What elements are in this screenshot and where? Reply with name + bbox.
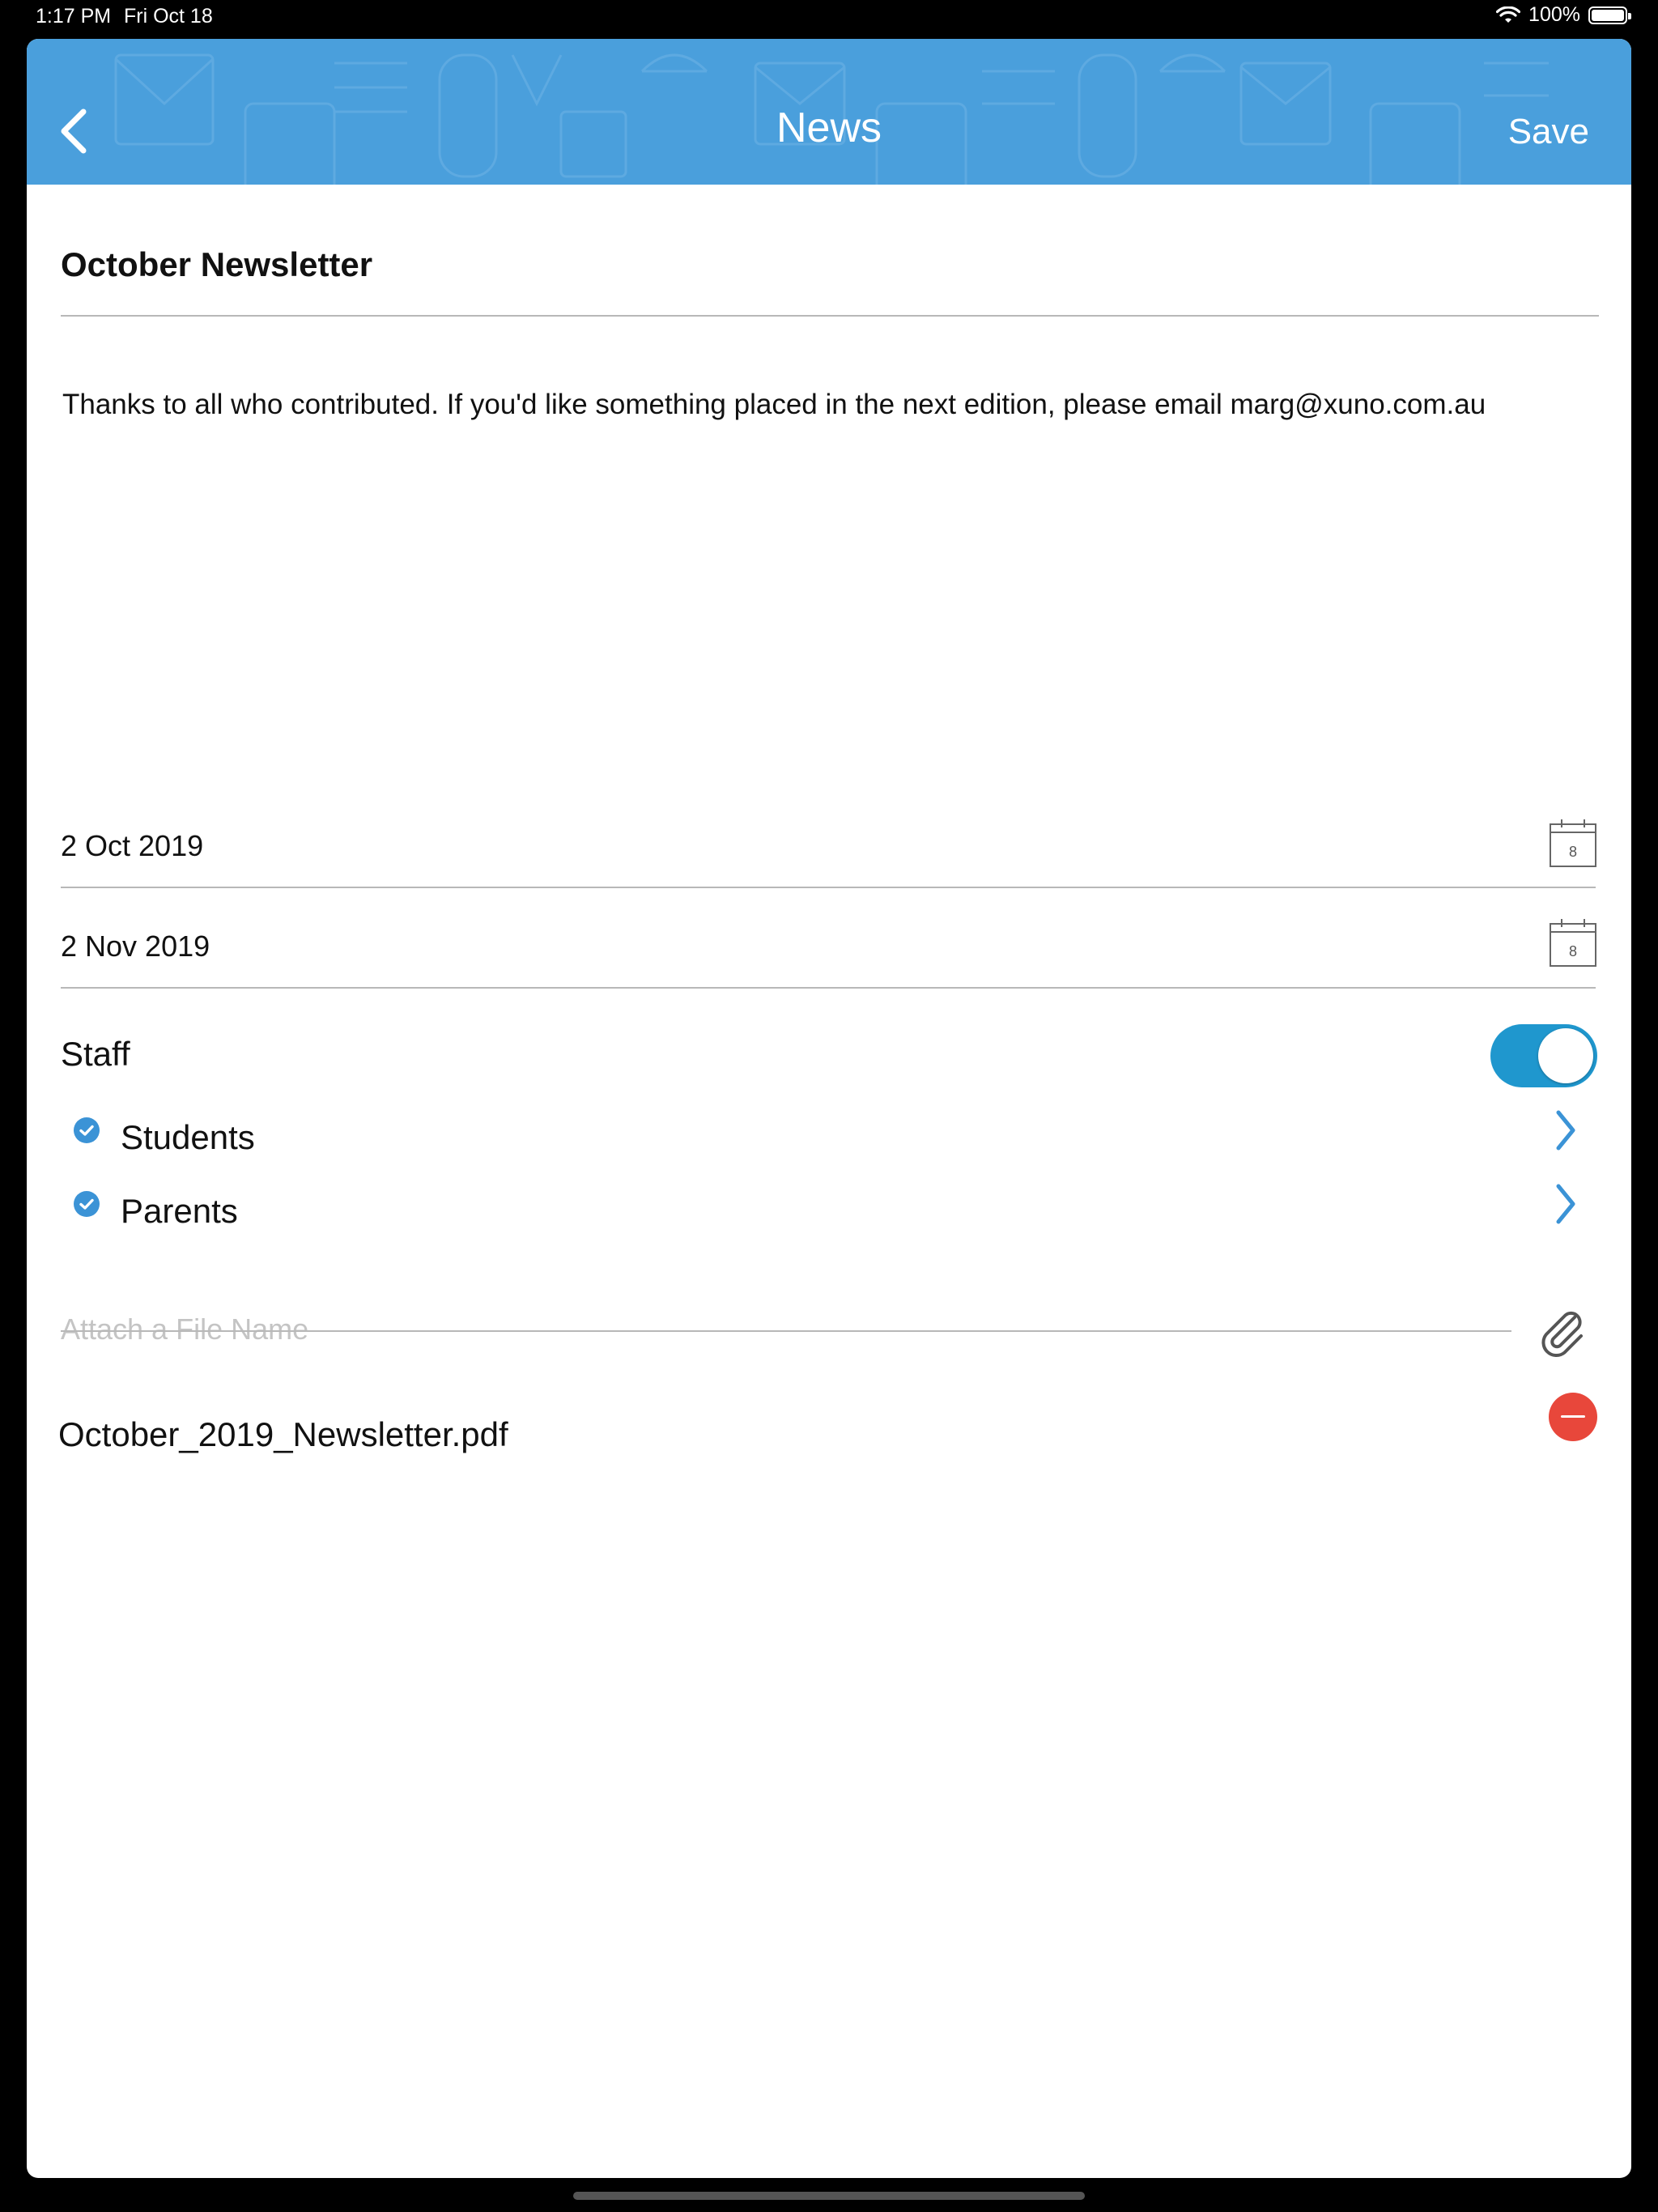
paperclip-icon[interactable]: [1536, 1306, 1592, 1363]
battery-icon: [1588, 6, 1627, 24]
app-sheet: [27, 39, 1631, 2178]
news-title-field[interactable]: October Newsletter: [61, 245, 373, 283]
status-bar: [0, 0, 1658, 37]
calendar-icon[interactable]: [1549, 917, 1597, 968]
calendar-day: 8: [1568, 844, 1578, 860]
battery-level: [1592, 10, 1624, 21]
start-date-divider: [61, 887, 1596, 888]
attach-file-name-input[interactable]: [61, 1307, 1502, 1352]
calendar-day: 8: [1568, 943, 1578, 959]
minus-icon: [1561, 1415, 1585, 1418]
save-button[interactable]: Save: [1507, 112, 1589, 151]
checkmark-circle-icon[interactable]: [73, 1190, 100, 1218]
status-time: 1:17 PM: [36, 5, 112, 28]
calendar-icon[interactable]: [1549, 818, 1597, 868]
staff-label: Staff: [61, 1035, 130, 1073]
chevron-right-icon[interactable]: [1549, 1106, 1581, 1155]
attached-file-name: October_2019_Newsletter.pdf: [58, 1415, 508, 1453]
news-body-field[interactable]: Thanks to all who contributed. If you'd like something placed in the next edition, please email marg@xuno.com.au: [62, 389, 1486, 420]
wifi-icon: [1496, 6, 1520, 24]
end-date-divider: [61, 987, 1596, 989]
status-date: Fri Oct 18: [124, 5, 213, 28]
title-divider: [61, 315, 1599, 317]
home-indicator: [573, 2192, 1085, 2200]
remove-attachment-button[interactable]: [1549, 1393, 1597, 1441]
staff-toggle[interactable]: [1490, 1024, 1597, 1087]
chevron-right-icon[interactable]: [1549, 1180, 1581, 1228]
battery-percentage: 100%: [1528, 3, 1580, 26]
audience-students-label[interactable]: Students: [121, 1118, 255, 1156]
end-date-field[interactable]: 2 Nov 2019: [61, 929, 210, 963]
status-indicators: [1496, 3, 1627, 27]
navigation-bar: [27, 39, 1631, 185]
checkmark-circle-icon[interactable]: [73, 1117, 100, 1144]
audience-parents-label[interactable]: Parents: [121, 1192, 238, 1230]
attach-divider: [61, 1330, 1511, 1332]
page-title: News: [776, 104, 882, 151]
start-date-field[interactable]: 2 Oct 2019: [61, 829, 204, 862]
toggle-knob: [1538, 1028, 1593, 1083]
